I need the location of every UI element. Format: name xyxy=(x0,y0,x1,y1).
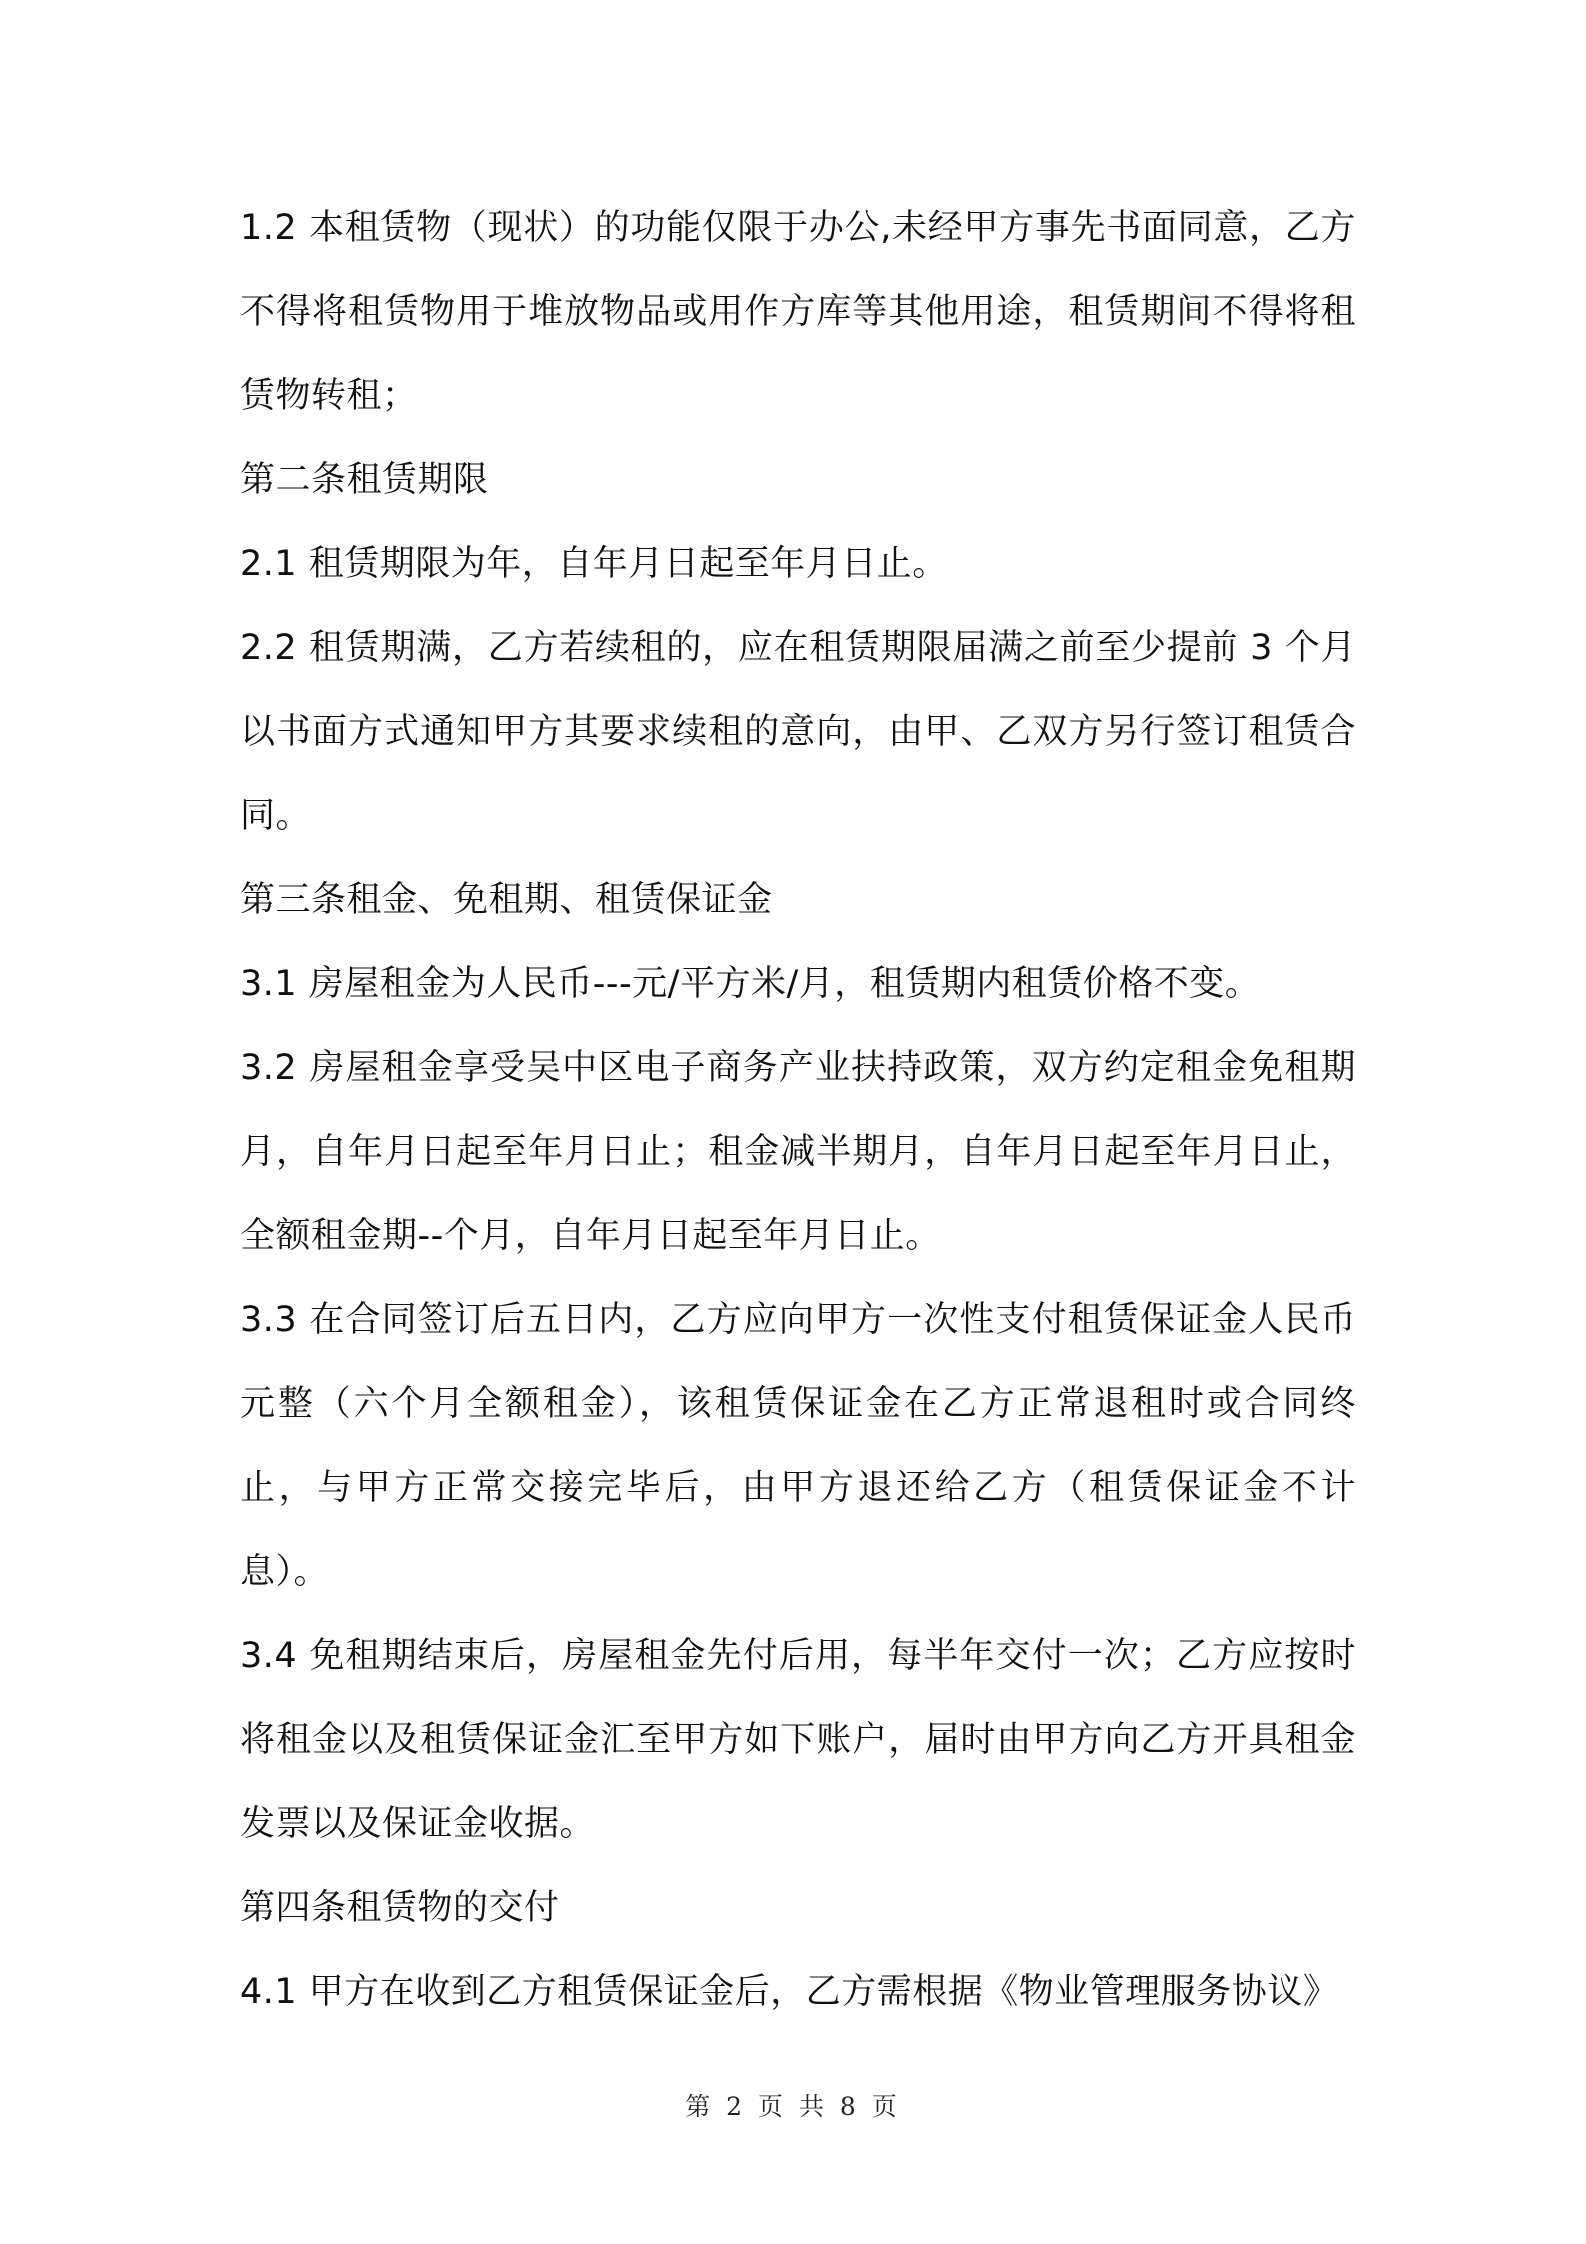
page-number-footer: 第 2 页 共 8 页 xyxy=(685,2092,901,2121)
document-body xyxy=(240,186,1356,2034)
clause-3-1: 3.1 房屋租金为人民币---元/平方米/月，租赁期内租赁价格不变。 xyxy=(240,964,1261,1004)
clause-3-4: 3.4 免租期结束后，房屋租金先付后用，每半年交付一次；乙方应按时将租金以及租赁保证金汇至甲方如下账户，届时由甲方向乙方开具租金发票以及保证金收据。 xyxy=(240,1636,1356,1844)
clause-1-2: 1.2 本租赁物（现状）的功能仅限于办公,未经甲方事先书面同意，乙方不得将租赁物用于堆放物品或用作方库等其他用途，租赁期间不得将租赁物转租； xyxy=(240,208,1356,416)
clause-3-3: 3.3 在合同签订后五日内，乙方应向甲方一次性支付租赁保证金人民币元整（六个月全额租金），该租赁保证金在乙方正常退租时或合同终止，与甲方正常交接完毕后，由甲方退还给乙方（租赁保证金不计息）。 xyxy=(240,1300,1356,1592)
clause-2-1: 2.1 租赁期限为年，自年月日起至年月日止。 xyxy=(240,544,948,584)
clause-2-2: 2.2 租赁期满，乙方若续租的，应在租赁期限届满之前至少提前 3 个月以书面方式通知甲方其要求续租的意向，由甲、乙双方另行签订租赁合同。 xyxy=(240,628,1356,836)
article-2-heading: 第二条租赁期限 xyxy=(240,460,489,500)
article-4-heading: 第四条租赁物的交付 xyxy=(240,1888,560,1928)
clause-4-1: 4.1 甲方在收到乙方租赁保证金后，乙方需根据《物业管理服务协议》 xyxy=(240,1972,1339,2012)
clause-3-2: 3.2 房屋租金享受吴中区电子商务产业扶持政策，双方约定租金免租期月，自年月日起至年月日止；租金减半期月，自年月日起至年月日止，全额租金期--个月，自年月日起至年月日止。 xyxy=(240,1048,1356,1256)
article-3-heading: 第三条租金、免租期、租赁保证金 xyxy=(240,880,773,920)
